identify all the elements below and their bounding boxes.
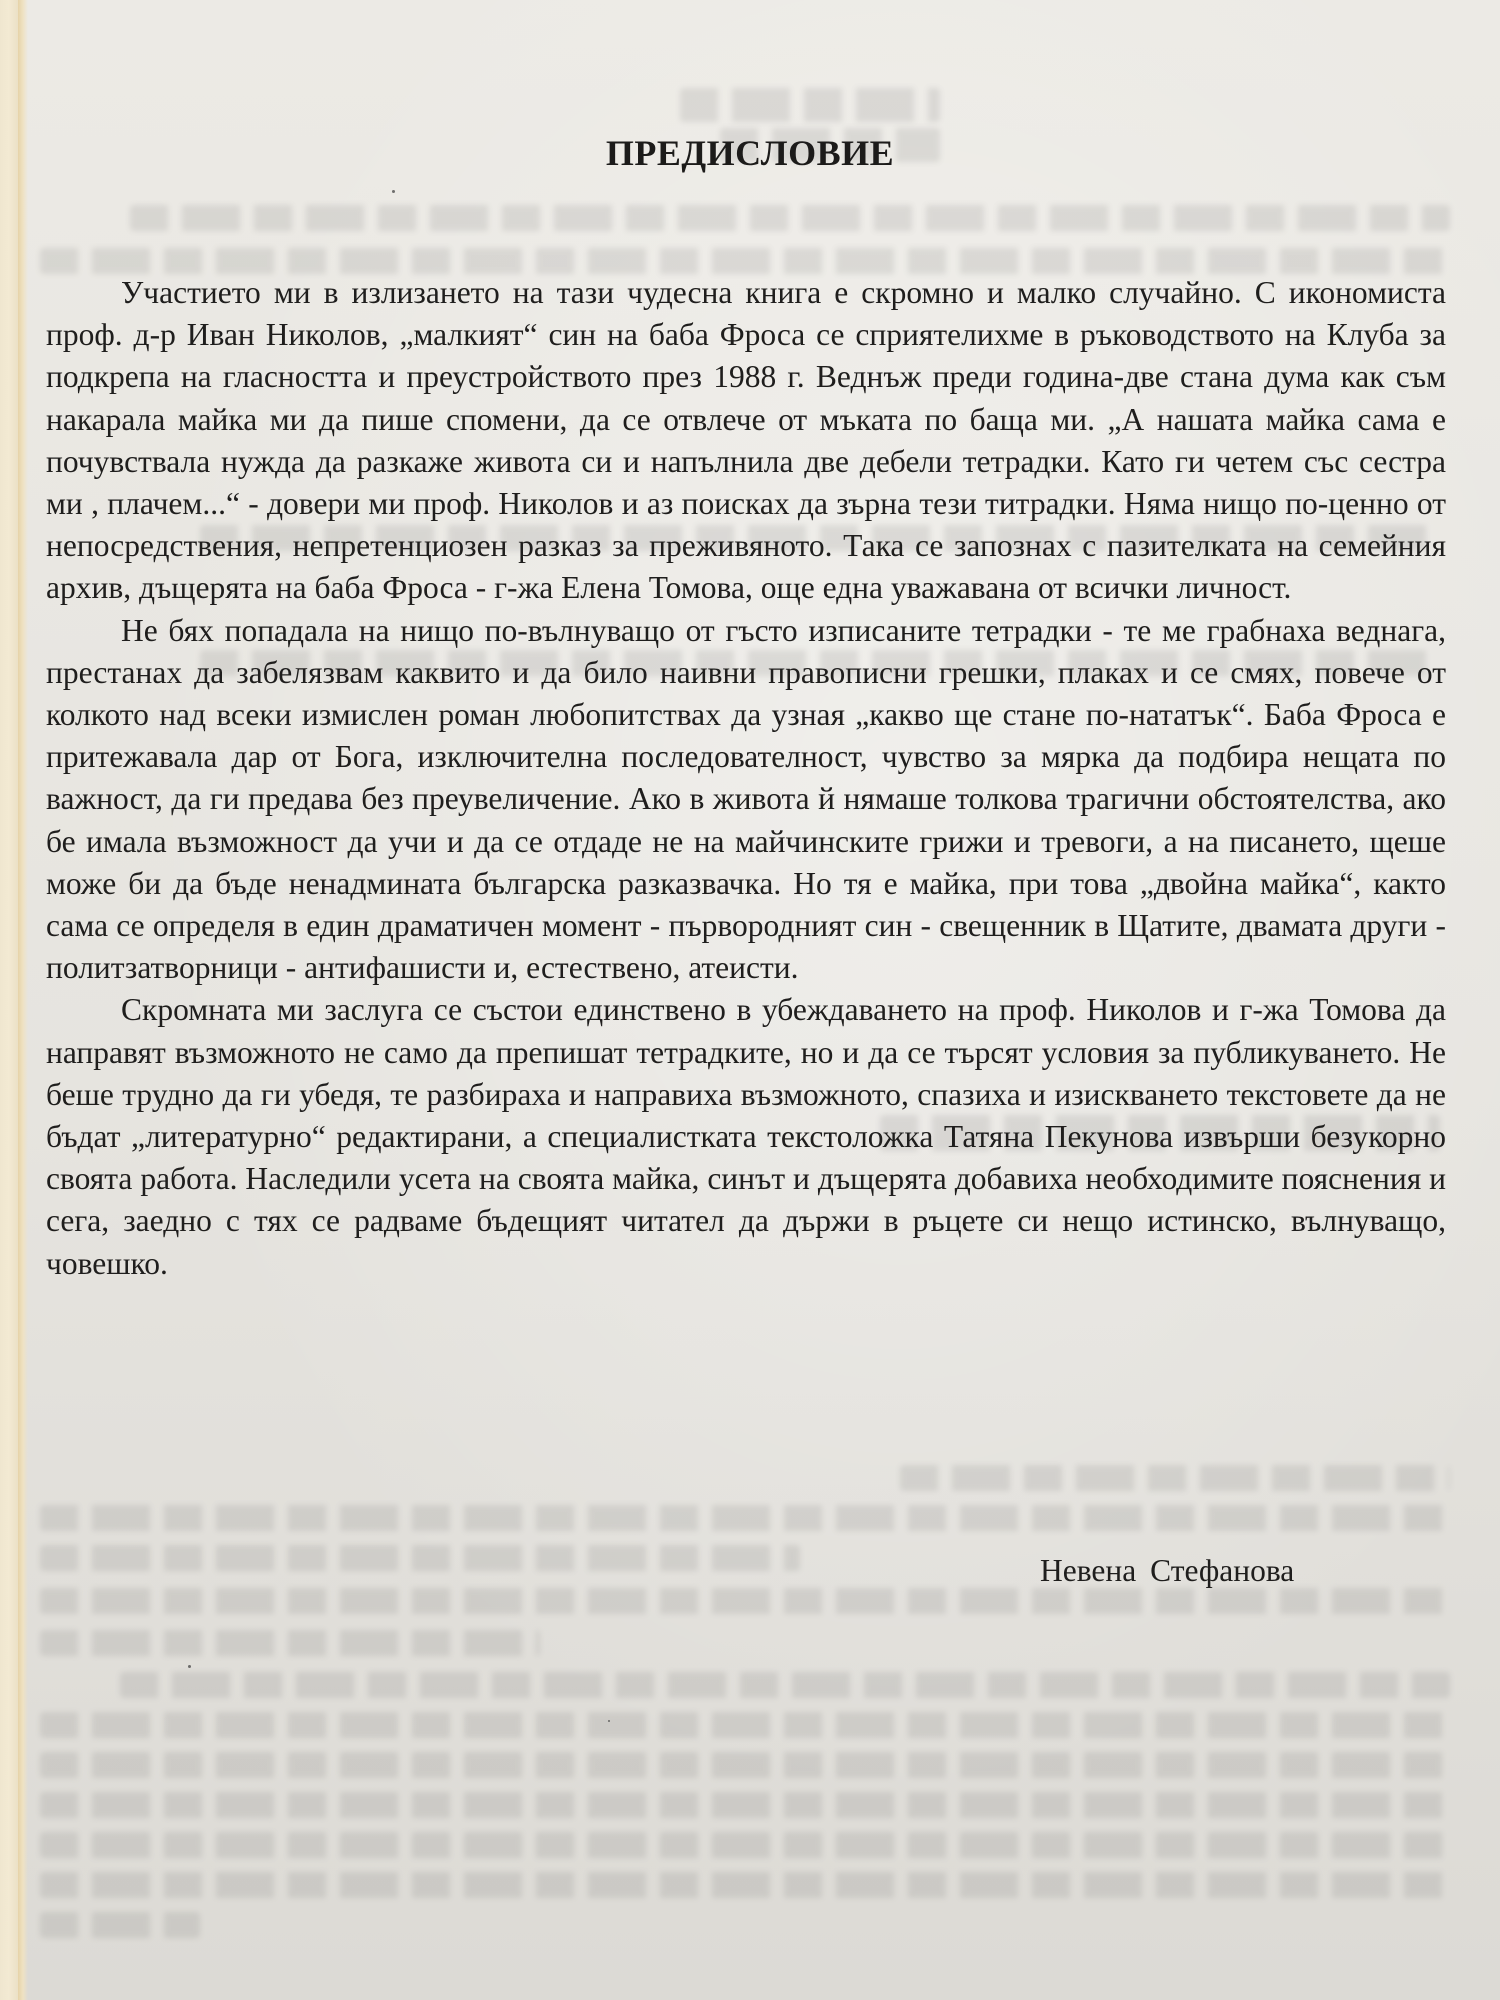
show-through-text	[40, 1545, 800, 1571]
paper-speck	[188, 1665, 191, 1668]
paper-speck	[392, 190, 395, 193]
show-through-text	[40, 1712, 1450, 1738]
paragraph: Участието ми в излизането на тази чудесна книга е скромно и малко случайно. С икономиста проф. д-р Иван Николов, „малкият“ син на баба Фроса се сприятелихме в ръководството на Клуба за подкрепа на гласността и преустройството през 1988 г. Веднъж преди година-две стана дума как съм накарала майка ми да пише спомени, да се отвлече от мъката по баща ми. „А нашата майка сама е почувствала нужда да разкаже живота си и напълнила две дебели тетрадки. Като ги четем със сестра ми , плачем...“ - довери ми проф. Николов и аз поисках да зърна тези титрадки. Няма нищо по-ценно от непосредствения, непретенциозен разказ за преживяното. Така се запознах с пазителката на семейния архив, дъщерята на баба Фроса - г-жа Елена Томова, още една уважавана от всички личност.	[46, 275, 1446, 606]
page-title: ПРЕДИСЛОВИЕ	[605, 133, 895, 174]
paper-speck	[608, 1720, 610, 1722]
show-through-text	[40, 1588, 1450, 1614]
show-through-text	[40, 1832, 1450, 1858]
author-signature: Невена Стефанова	[1040, 1553, 1295, 1588]
show-through-text	[40, 1792, 1450, 1818]
show-through-text	[40, 1752, 1450, 1778]
show-through-text	[40, 1630, 540, 1656]
show-through-text	[40, 1912, 200, 1938]
show-through-text	[40, 248, 1450, 274]
show-through-text	[40, 1872, 1450, 1898]
show-through-text	[130, 205, 1450, 231]
show-through-text	[900, 1465, 1450, 1491]
show-through-text	[680, 88, 940, 122]
paragraph: Не бях попадала на нищо по-вълнуващо от гъсто изписаните тетрадки - те ме грабнаха веднага, престанах да забелязвам каквито и да било наивни правописни грешки, плаках и се смях, повече от колкото над всеки измислен роман любопитствах да узная „какво ще стане по-нататък“. Баба Фроса е притежавала дар от Бога, изключителна последователност, чувство за мярка да подбира нещата по важност, да ги предава без преувеличение. Ако в живота й нямаше толкова трагични обстоятелства, ако бе имала възможност да учи и да се отдаде не на майчинските грижи и тревоги, а на писането, щеше може би да бъде ненадмината българска разказвачка. Но тя е майка, при това „двойна майка“, както сама се определя в един драматичен момент - първородният син - свещенник в Щатите, двамата други - политзатворници - антифашисти и, естествено, атеисти.	[46, 612, 1446, 986]
paragraph: Скромната ми заслуга се състои единствено в убеждаването на проф. Николов и г-жа Томова да направят възможното не само да препишат тетрадките, но и да се търсят условия за публикуването. Не беше трудно да ги убедя, те разбираха и направиха възможното, спазиха и изискването текстовете да не бъдат „литературно“ редактирани, а специалистката текстоложка Татяна Пекунова извърши безукорно своята работа. Наследили усета на своята майка, синът и дъщерята добавиха необходимите пояснения и сега, заедно с тях се радваме бъдещият читател да държи в ръцете си нещо истинско, вълнуващо, човешко.	[46, 992, 1446, 1281]
page-gutter-shadow	[18, 0, 28, 2000]
show-through-text	[120, 1672, 1450, 1698]
preface-body	[46, 272, 1446, 1285]
show-through-text	[40, 1505, 1450, 1531]
